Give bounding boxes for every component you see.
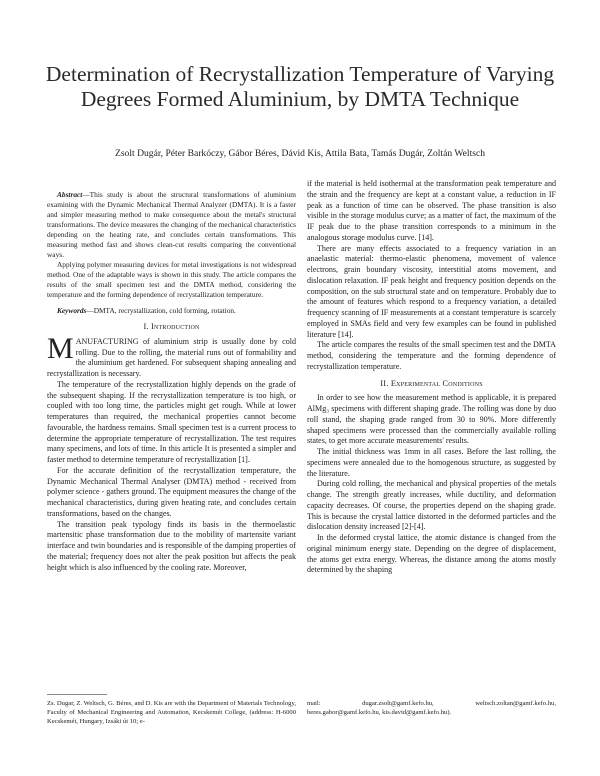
intro-text-1: ANUFACTURING of aluminium strip is usually done by cold rolling. Due to the rolling, the material runs out of formability and the aluminium get hardened. For subsequent shaping annealing and recrystallization is necessary. bbox=[47, 336, 296, 378]
abstract-label: Abstract bbox=[57, 190, 83, 199]
intro-paragraph-2: The temperature of the recrystallization highly depends on the grade of the subsequent shaping. If the recrystallization temperature is too high, or coupled with too long time, the particles might get rough. While at lower temperatures than required, the mechanical properties cannot become favourable, the hardness remains. Small specimen test is a current process to determine the appropriate temperature of recrystallization. The test requires many specimens, and lots of time. In this article It is presented a simpler and faster method to determine temperature of recrystallization [1]. bbox=[47, 379, 296, 464]
section-heading-experimental: II. Experimental Conditions bbox=[380, 378, 483, 388]
footnote-email-2: weltsch.zoltan@gamf.kefo.hu, bbox=[475, 700, 556, 707]
exp-paragraph-1: In order to see how the measurement method is applicable, it is prepared AlMg₃ specimens with different shaping grade. The rolling was done by duo roll stand, the shaping grade ranged from 30 to 90%. More differently shaped specimens were processed than the commercially available rolling states, to get more accurate measurements' results. bbox=[307, 393, 556, 446]
footnote-rule bbox=[47, 694, 107, 695]
footnote-emails bbox=[307, 699, 556, 717]
keywords-label: Keywords bbox=[57, 306, 87, 315]
footnote-email-row bbox=[307, 699, 556, 708]
abstract-text: —This study is about the structural transformations of aluminium examining with the Dynamic Mechanical Thermal Analyzer (DMTA). It is a faster and simpler measuring method to make consequence about the metal's structural transformations. The device measures the changing of the mechanical characteristics depending on the heating rate, and concludes certain transformations. This measuring method fast and shows clean-cut results comparing the conventional ways. bbox=[47, 190, 296, 259]
left-column bbox=[47, 190, 296, 573]
intro-paragraph-3: For the accurate definition of the recrystallization temperature, the Dynamic Mechanical Thermal Analyser (DMTA) method - received from polymer science - gathers ground. The equipment measures the change of the mechanical characteristics, during given heating rate, and concludes certain transformations, based on the changes. bbox=[47, 465, 296, 518]
exp-paragraph-2: The initial thickness was 1mm in all cases. Before the last rolling, the specimens were annealed due to the homogenous structure, as suggested by the literature. bbox=[307, 447, 556, 478]
right-paragraph-3: The article compares the results of the small specimen test and the DMTA method, considering the temperature and the forming dependence of recrystallization temperature. bbox=[307, 340, 556, 371]
keywords bbox=[47, 306, 296, 316]
intro-paragraph-1 bbox=[47, 331, 296, 380]
abstract bbox=[47, 190, 296, 300]
section-heading-introduction: I. Introduction bbox=[143, 322, 200, 331]
right-paragraph-1: if the material is held isothermal at the transformation peak temperature and the strain and the frequency are kept at a constant value, a reduction in IF peak as a function of time can be observed. The phase transition is also visible in the storage modulus curve; as a matter of fact, the maximum of the IF peak due to the phase transition corresponds to a minimum in the analogous storage modulus curve. [14]. bbox=[307, 179, 556, 242]
exp-paragraph-3: During cold rolling, the mechanical and physical properties of the metals change. The strength greatly increases, while ductility, and deformation capacity decreases. Of course, the properties depend on the shaping grade. This is because the crystal lattice distorted in the deformed particles and the dislocation density increased [2]-[4]. bbox=[307, 479, 556, 532]
right-paragraph-2: There are many effects associated to a frequency variation in an anaelastic material: thermo-elastic phenomena, movement of valence electrons, grain boundary viscosity, interstitial atoms movement, and dislocation relaxation. IF peak height and frequency position depends on the composition, on the sub structural state and on temperature. Probably due to the amount of features which respond to a frequency variation, a detailed frequency scanning of IF measurements at a constant temperature is scarcely employed in SMAs field and very few examples can be found in published literature [14]. bbox=[307, 243, 556, 339]
footnote-affiliation: Zs. Dugar, Z. Weltsch, G. Béres, and D. Kis are with the Department of Materials Technology, Faculty of Mechanical Engineering and Automation, Kecskemét College, (address: H-6000 Kecskemét, Hungary, Izsáki út 10; e- bbox=[47, 700, 296, 725]
footnote-email-line-2: beres.gabor@gamf.kefo.hu, kis.david@gamf.kefo.hu). bbox=[307, 709, 452, 716]
footnote-email-1: dugar.zsolt@gamf.kefo.hu, bbox=[362, 700, 434, 707]
footnote-mail-label: mail: bbox=[307, 700, 321, 707]
intro-paragraph-4: The transition peak typology finds its basis in the thermoelastic martensitic phase transformation due to the mobility of martensite variant interface and twin boundaries and is responsible of the damping properties of the material; frequency does not alter the peak position but affects the peak height which is also influenced by the cooling rate. Moreover, bbox=[47, 519, 296, 572]
author-list: Zsolt Dugár, Péter Barkóczy, Gábor Béres, Dávid Kis, Attila Bata, Tamás Dugár, Zoltán Weltsch bbox=[114, 148, 486, 159]
keywords-text: —DMTA, recrystallization, cold forming, rotation. bbox=[86, 306, 236, 315]
exp-paragraph-4: In the deformed crystal lattice, the atomic distance is changed from the original minimum energy state. Depending on the degree of displacement, the atoms get extra energy. Whereas, the distance among the atoms mostly determined by the shaping bbox=[307, 533, 556, 575]
paper-title: Determination of Recrystallization Temperature of Varying Degrees Formed Aluminium, by DMTA Technique bbox=[45, 62, 555, 111]
drop-cap: M bbox=[47, 331, 74, 365]
abstract-paragraph-2: Applying polymer measuring devices for metal investigations is not widespread method. One of the adaptable ways is shown in this study. The article compares the results of the small specimen test and the DMTA method, considering the temperature and the forming dependence of recrystallization temperature. bbox=[47, 260, 296, 299]
right-column bbox=[307, 179, 556, 576]
abstract-paragraph bbox=[47, 190, 296, 260]
